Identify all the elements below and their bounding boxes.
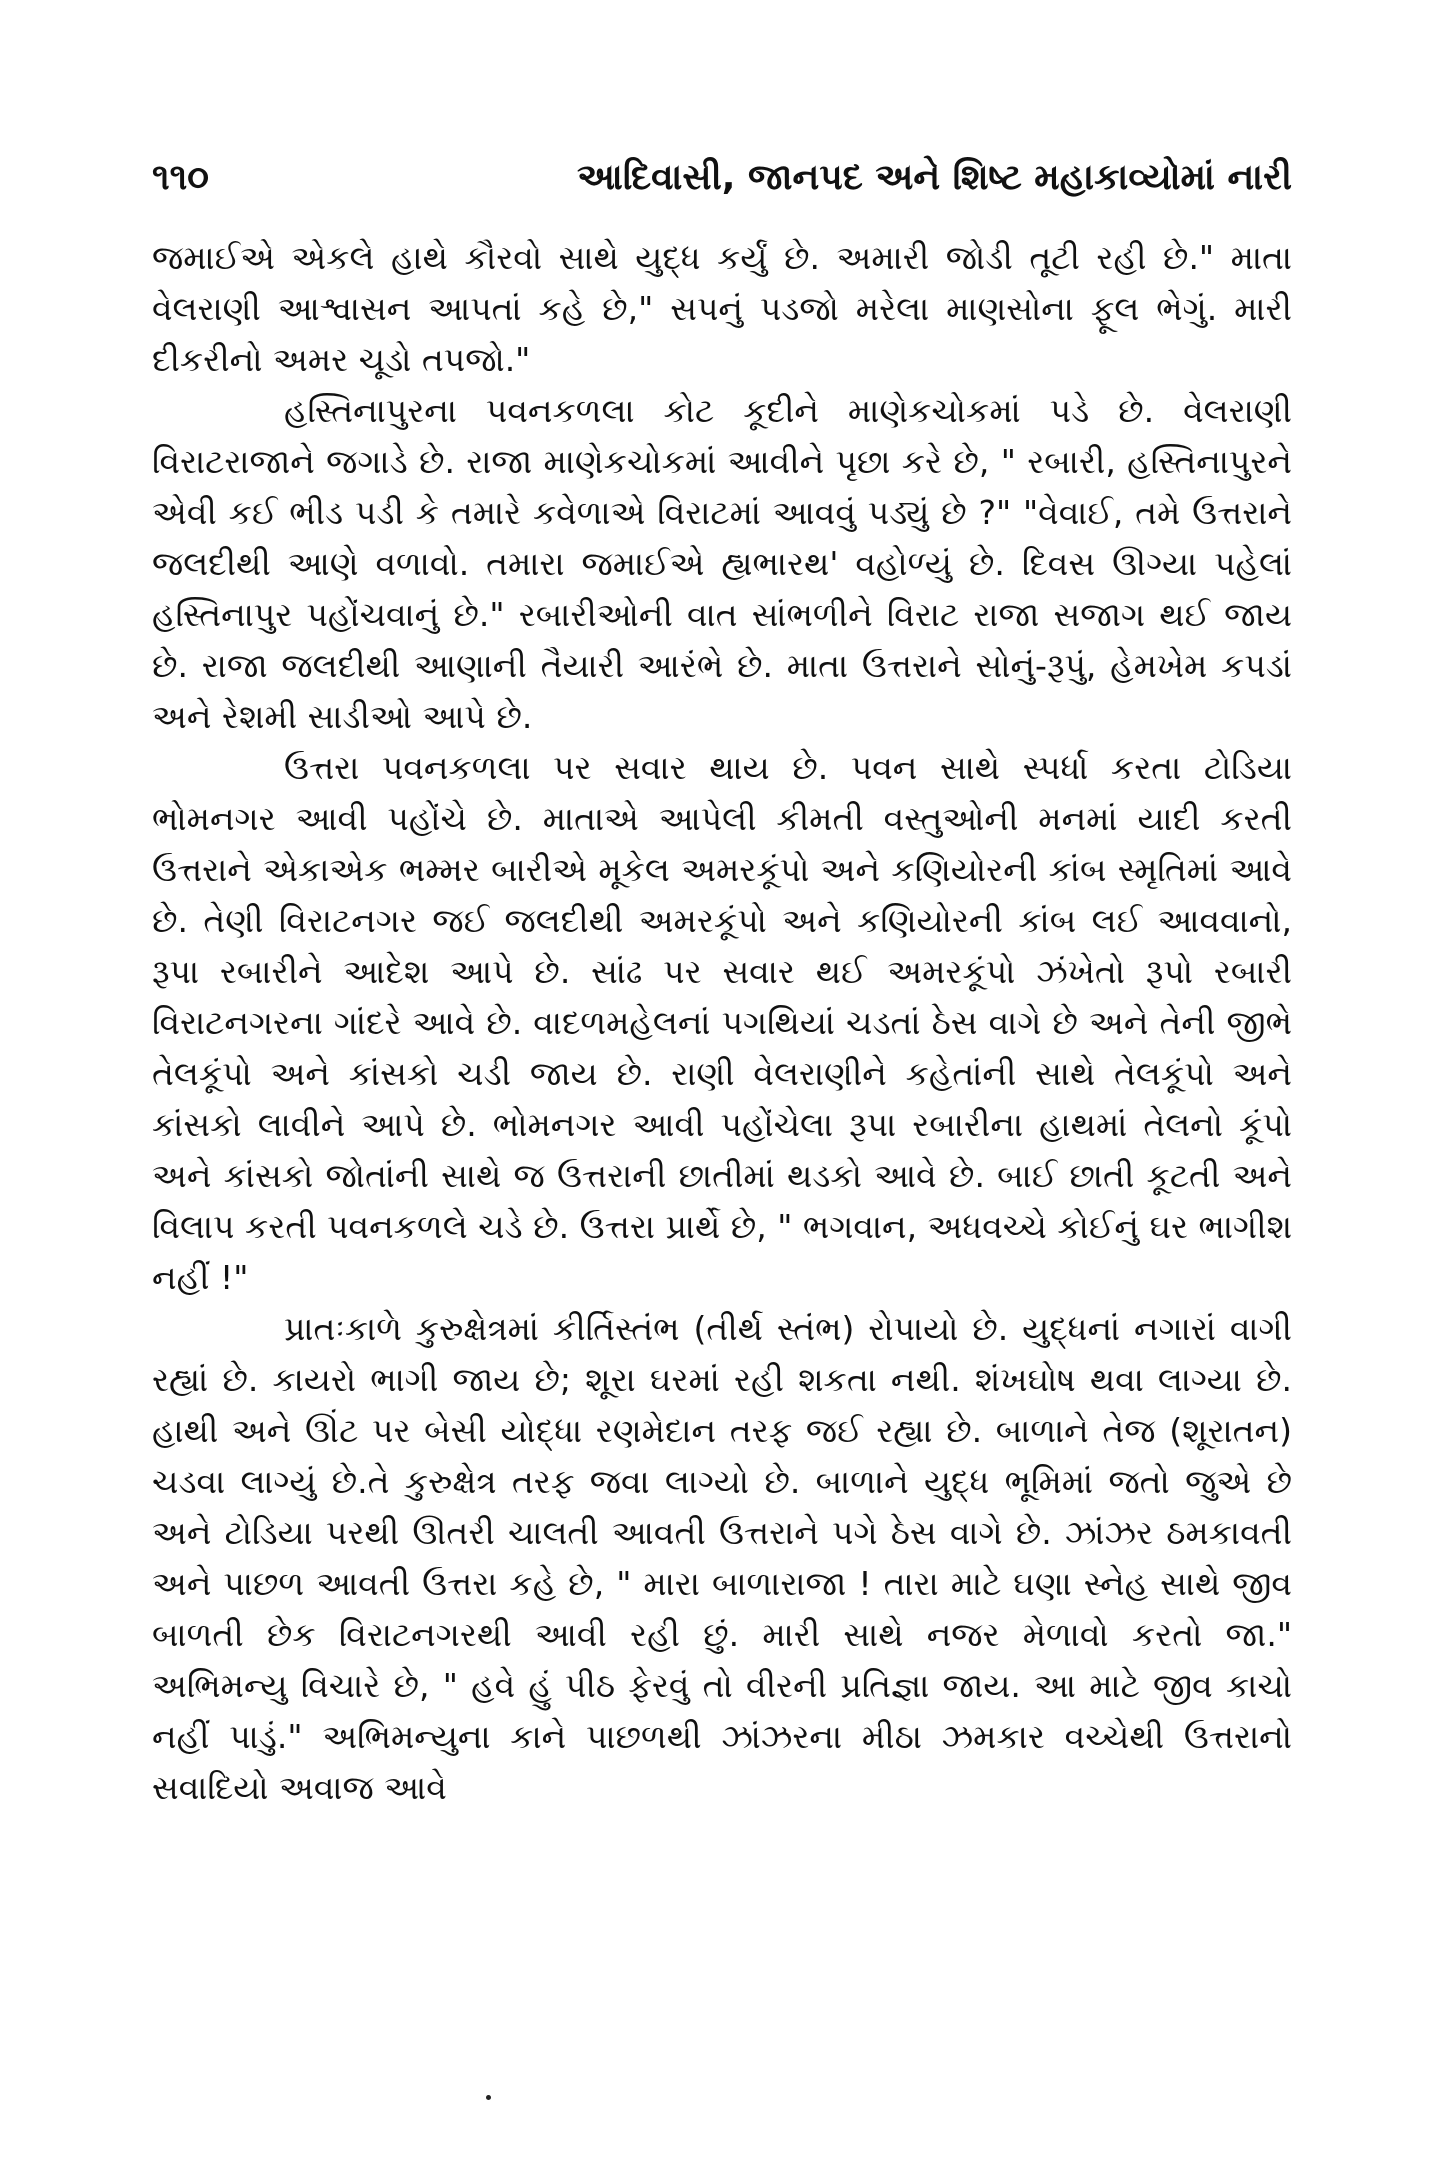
paragraph-2: હસ્તિનાપુરના પવનકળલા કોટ કૂદીને માણેકચોકમાં પડે છે. વેલરાણી વિરાટરાજાને જગાડે છે. રાજા માણેકચોકમાં આવીને પૃછા કરે છે, " રબારી, હસ્તિનાપુરને એવી કઈ ભીડ પડી કે તમારે કવેળાએ વિરાટમાં આવવું પડ્યું છે ?" "વેવાઈ, તમે ઉત્તરાને જલદીથી આણે વળાવો. તમારા જમાઈએ હ્યભારથ' વહોળ્યું છે. દિવસ ઊગ્યા પહેલાં હસ્તિનાપુર પહોંચવાનું છે." રબારીઓની વાત સાંભળીને વિરાટ રાજા સજાગ થઈ જાય છે. રાજા જલદીથી આણાની તૈયારી આરંભે છે. માતા ઉત્તરાને સોનું-રૂપું, હેમખેમ કપડાં અને રેશમી સાડીઓ આપે છે. <box>152 391 1292 736</box>
paragraph-4: પ્રાતઃકાળે કુરુક્ષેત્રમાં કીર્તિસ્તંભ (તીર્થ સ્તંભ) રોપાયો છે. યુદ્ધનાં નગારાં વાગી રહ્યાં છે. કાયરો ભાગી જાય છે; શૂરા ઘરમાં રહી શકતા નથી. શંખઘોષ થવા લાગ્યા છે. હાથી અને ઊંટ પર બેસી યોદ્ધા રણમેદાન તરફ જઈ રહ્યા છે. બાળાને તેજ (શૂરાતન) ચડવા લાગ્યું છે.તે કુરુક્ષેત્ર તરફ જવા લાગ્યો છે. બાળાને યુદ્ધ ભૂમિમાં જતો જુએ છે અને ટોડિયા પરથી ઊતરી ચાલતી આવતી ઉત્તરાને પગે ઠેસ વાગે છે. ઝાંઝર ઠમકાવતી અને પાછળ આવતી ઉત્તરા કહે છે, " મારા બાળારાજા ! તારા માટે ઘણા સ્નેહ સાથે જીવ બાળતી છેક વિરાટનગરથી આવી રહી છું. મારી સાથે નજર મેળાવો કરતો જા." અભિમન્યુ વિચારે છે, " હવે હું પીઠ ફેરવું તો વીરની પ્રતિજ્ઞા જાય. આ માટે જીવ કાચો નહીં પાડું." અભિમન્યુના કાને પાછળથી ઝાંઝરના મીઠા ઝમકાર વચ્ચેથી ઉત્તરાનો સવાદિયો અવાજ આવે <box>152 1309 1292 1807</box>
body-text <box>152 232 1292 1813</box>
running-title: આદિવાસી, જાનપદ અને શિષ્ટ મહાકાવ્યોમાં નારી <box>577 157 1292 198</box>
paragraph-1: જમાઈએ એકલે હાથે કૌરવો સાથે યુદ્ધ કર્યું છે. અમારી જોડી તૂટી રહી છે." માતા વેલરાણી આશ્વાસન આપતાં કહે છે," સપનું પડજો મરેલા માણસોના ફૂલ ભેગું. મારી દીકરીનો અમર ચૂડો તપજો." <box>152 238 1292 379</box>
page-header <box>152 148 1292 208</box>
footer-dot <box>486 2095 491 2100</box>
page-number: ૧૧૦ <box>152 157 209 198</box>
paragraph-3: ઉત્તરા પવનકળલા પર સવાર થાય છે. પવન સાથે સ્પર્ધા કરતા ટોડિયા ભોમનગર આવી પહોંચે છે. માતાએ આપેલી કીમતી વસ્તુઓની મનમાં યાદી કરતી ઉત્તરાને એકાએક ભમ્મર બારીએ મૂકેલ અમરકૂંપો અને કણિયોરની કાંબ સ્મૃતિમાં આવે છે. તેણી વિરાટનગર જઈ જલદીથી અમરકૂંપો અને કણિયોરની કાંબ લઈ આવવાનો, રૂપા રબારીને આદેશ આપે છે. સાંઢ પર સવાર થઈ અમરકૂંપો ઝંખેતો રૂપો રબારી વિરાટનગરના ગાંદરે આવે છે. વાદળમહેલનાં પગથિયાં ચડતાં ઠેસ વાગે છે અને તેની જીભે તેલકૂંપો અને કાંસકો ચડી જાય છે. રાણી વેલરાણીને કહેતાંની સાથે તેલકૂંપો અને કાંસકો લાવીને આપે છે. ભોમનગર આવી પહોંચેલા રૂપા રબારીના હાથમાં તેલનો કૂંપો અને કાંસકો જોતાંની સાથે જ ઉત્તરાની છાતીમાં થડકો આવે છે. બાઈ છાતી કૂટતી અને વિલાપ કરતી પવનકળલે ચડે છે. ઉત્તરા પ્રાર્થે છે, " ભગવાન, અધવચ્ચે કોઈનું ઘર ભાગીશ નહીં !" <box>152 748 1293 1297</box>
